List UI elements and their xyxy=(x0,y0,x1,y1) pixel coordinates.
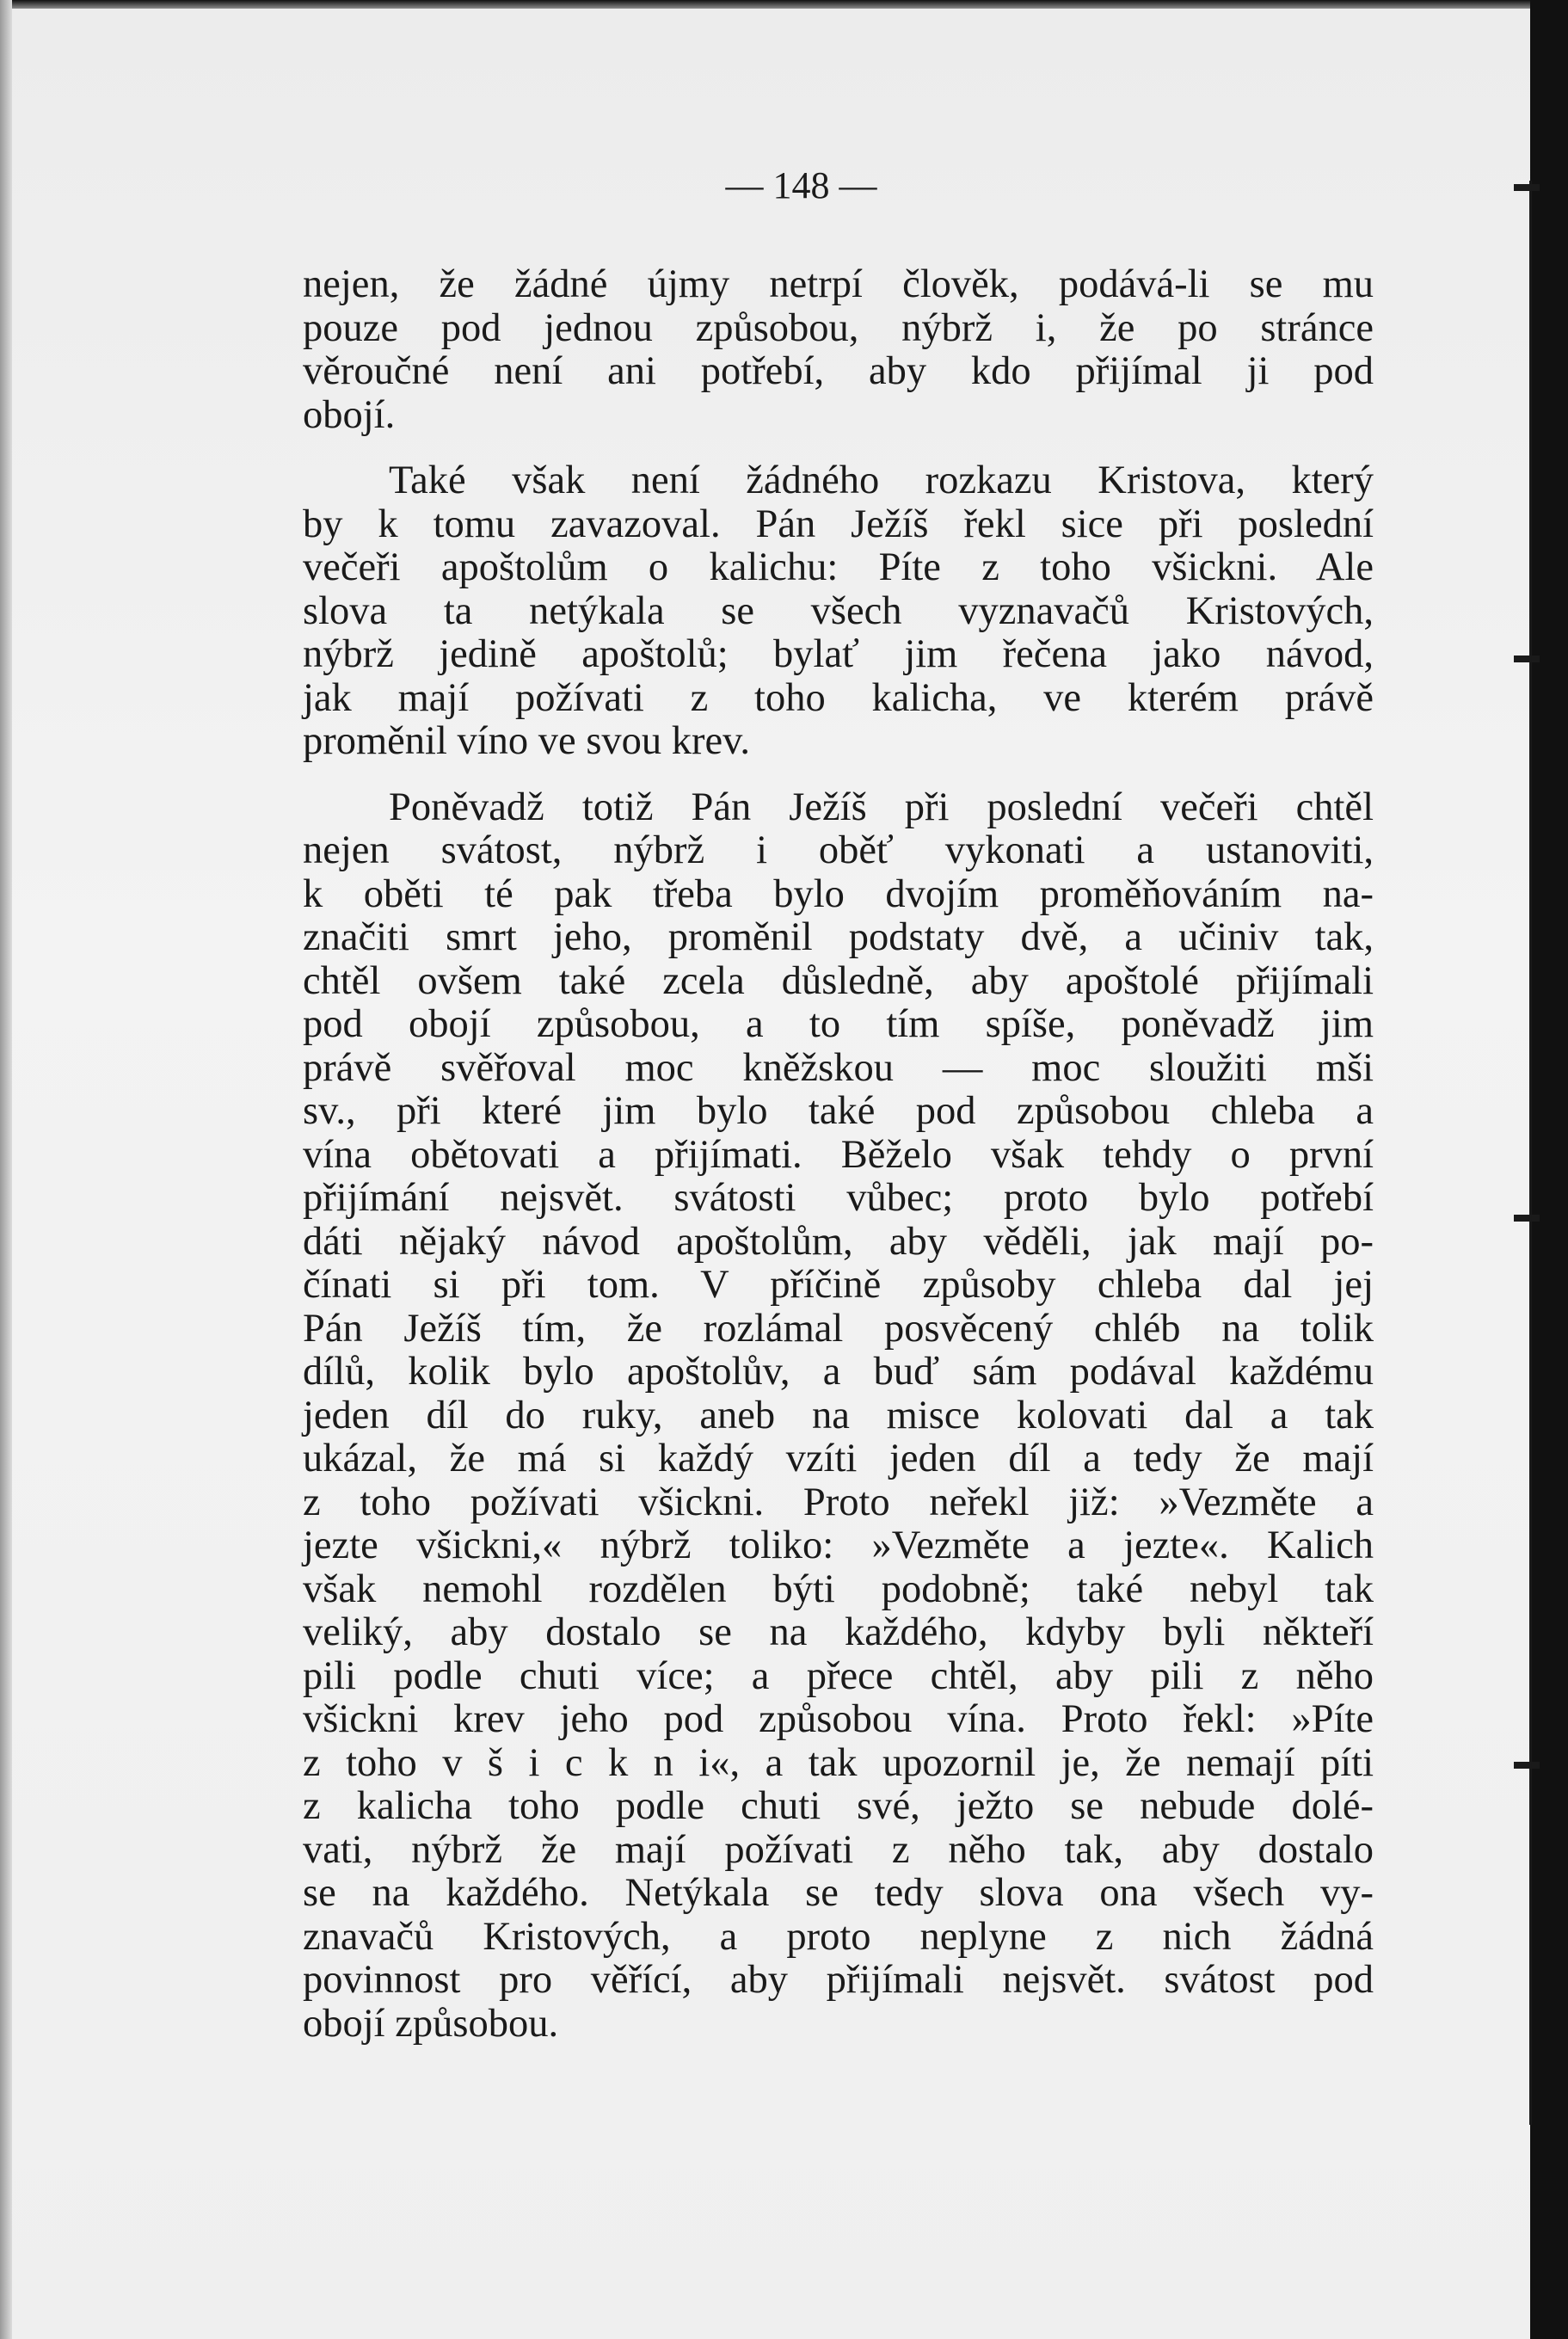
text-line: čínati si při tom. V příčině způsoby chleba dal jej xyxy=(303,1263,1374,1307)
text-line: z toho požívati všickni. Proto neřekl již: »Vezměte a xyxy=(303,1480,1374,1524)
text-line: z kalicha toho podle chuti své, ježto se nebude dolé- xyxy=(303,1784,1374,1828)
text-line: sv., při které jim bylo také pod způsobou chleba a xyxy=(303,1089,1374,1133)
text-line: jak mají požívati z toho kalicha, ve kterém právě xyxy=(303,675,1374,720)
text-line: pili podle chuti více; a přece chtěl, aby pili z něho xyxy=(303,1653,1374,1698)
text-line: proměnil víno ve svou krev. xyxy=(303,719,751,763)
text-line: povinnost pro věřící, aby přijímali nejsvět. svátost pod xyxy=(303,1958,1374,2002)
text-line: se na každého. Netýkala se tedy slova ona všech vy- xyxy=(303,1871,1374,1915)
text-line: všickni krev jeho pod způsobou vína. Proto řekl: »Píte xyxy=(303,1697,1374,1741)
binding-mark xyxy=(1514,656,1540,662)
text-line: pod obojí způsobou, a to tím spíše, poněvadž jim xyxy=(303,1002,1374,1046)
text-line: nýbrž jedině apoštolů; bylať jim řečena jako návod, xyxy=(303,632,1374,676)
text-line: značiti smrt jeho, proměnil podstaty dvě, a učiniv tak, xyxy=(303,915,1374,959)
text-line: jeden díl do ruky, aneb na misce kolovati dal a tak xyxy=(303,1393,1374,1437)
text-line: chtěl ovšem také zcela důsledně, aby apoštolé přijímali xyxy=(303,958,1374,1003)
text-line: k oběti té pak třeba bylo dvojím proměňováním na- xyxy=(303,871,1374,916)
text-line: právě svěřoval moc kněžskou — moc sloužiti mši xyxy=(303,1045,1374,1090)
text-line: obojí. xyxy=(303,392,396,437)
body-text xyxy=(303,263,1374,2046)
text-line: obojí způsobou. xyxy=(303,2001,559,2046)
text-line: Poněvadž totiž Pán Ježíš při poslední večeři chtěl xyxy=(389,785,1374,829)
text-line: večeři apoštolům o kalichu: Píte z toho všickni. Ale xyxy=(303,545,1374,589)
binding-mark xyxy=(1514,1215,1540,1222)
scan-top-edge xyxy=(0,0,1568,9)
scan-left-edge xyxy=(0,0,12,2339)
text-line: Pán Ježíš tím, že rozlámal posvěcený chléb na tolik xyxy=(303,1306,1374,1351)
text-line: ukázal, že má si každý vzíti jeden díl a tedy že mají xyxy=(303,1437,1374,1480)
text-line: však nemohl rozdělen býti podobně; také nebyl tak xyxy=(303,1567,1374,1611)
text-line: z toho v š i c k n i«, a tak upozornil je, že nemají píti xyxy=(303,1740,1374,1785)
scan-right-edge xyxy=(1530,0,1568,2339)
text-line: znavačů Kristových, a proto neplyne z nich žádná xyxy=(303,1914,1374,1959)
text-line: nejen, že žádné újmy netrpí člověk, podává-li se mu xyxy=(303,262,1374,306)
text-line: slova ta netýkala se všech vyznavačů Kristových, xyxy=(303,588,1374,633)
binding-line xyxy=(1529,181,1532,2125)
page-number: — 148 — xyxy=(725,164,877,206)
text-line: přijímání nejsvět. svátosti vůbec; proto bylo potřebí xyxy=(303,1176,1374,1220)
text-line: Také však není žádného rozkazu Kristova, který xyxy=(389,459,1374,502)
text-line: dáti nějaký návod apoštolům, aby věděli, jak mají po- xyxy=(303,1219,1374,1264)
text-line: veliký, aby dostalo se na každého, kdyby byli někteří xyxy=(303,1610,1374,1654)
text-line: vína obětovati a přijímati. Běželo však tehdy o první xyxy=(303,1132,1374,1177)
text-line: by k tomu zavazoval. Pán Ježíš řekl sice při poslední xyxy=(303,502,1374,546)
text-line: nejen svátost, nýbrž i oběť vykonati a ustanoviti, xyxy=(303,828,1374,872)
binding-mark xyxy=(1514,1762,1540,1769)
text-line: jezte všickni,« nýbrž toliko: »Vezměte a jezte«. Kalich xyxy=(303,1523,1374,1567)
text-line: dílů, kolik bylo apoštolův, a buď sám podával každému xyxy=(303,1350,1374,1394)
text-line: věroučné není ani potřebí, aby kdo přijímal ji pod xyxy=(303,349,1374,393)
text-line: vati, nýbrž že mají požívati z něho tak, aby dostalo xyxy=(303,1827,1374,1872)
text-line: pouze pod jednou způsobou, nýbrž i, že po stránce xyxy=(303,305,1374,350)
